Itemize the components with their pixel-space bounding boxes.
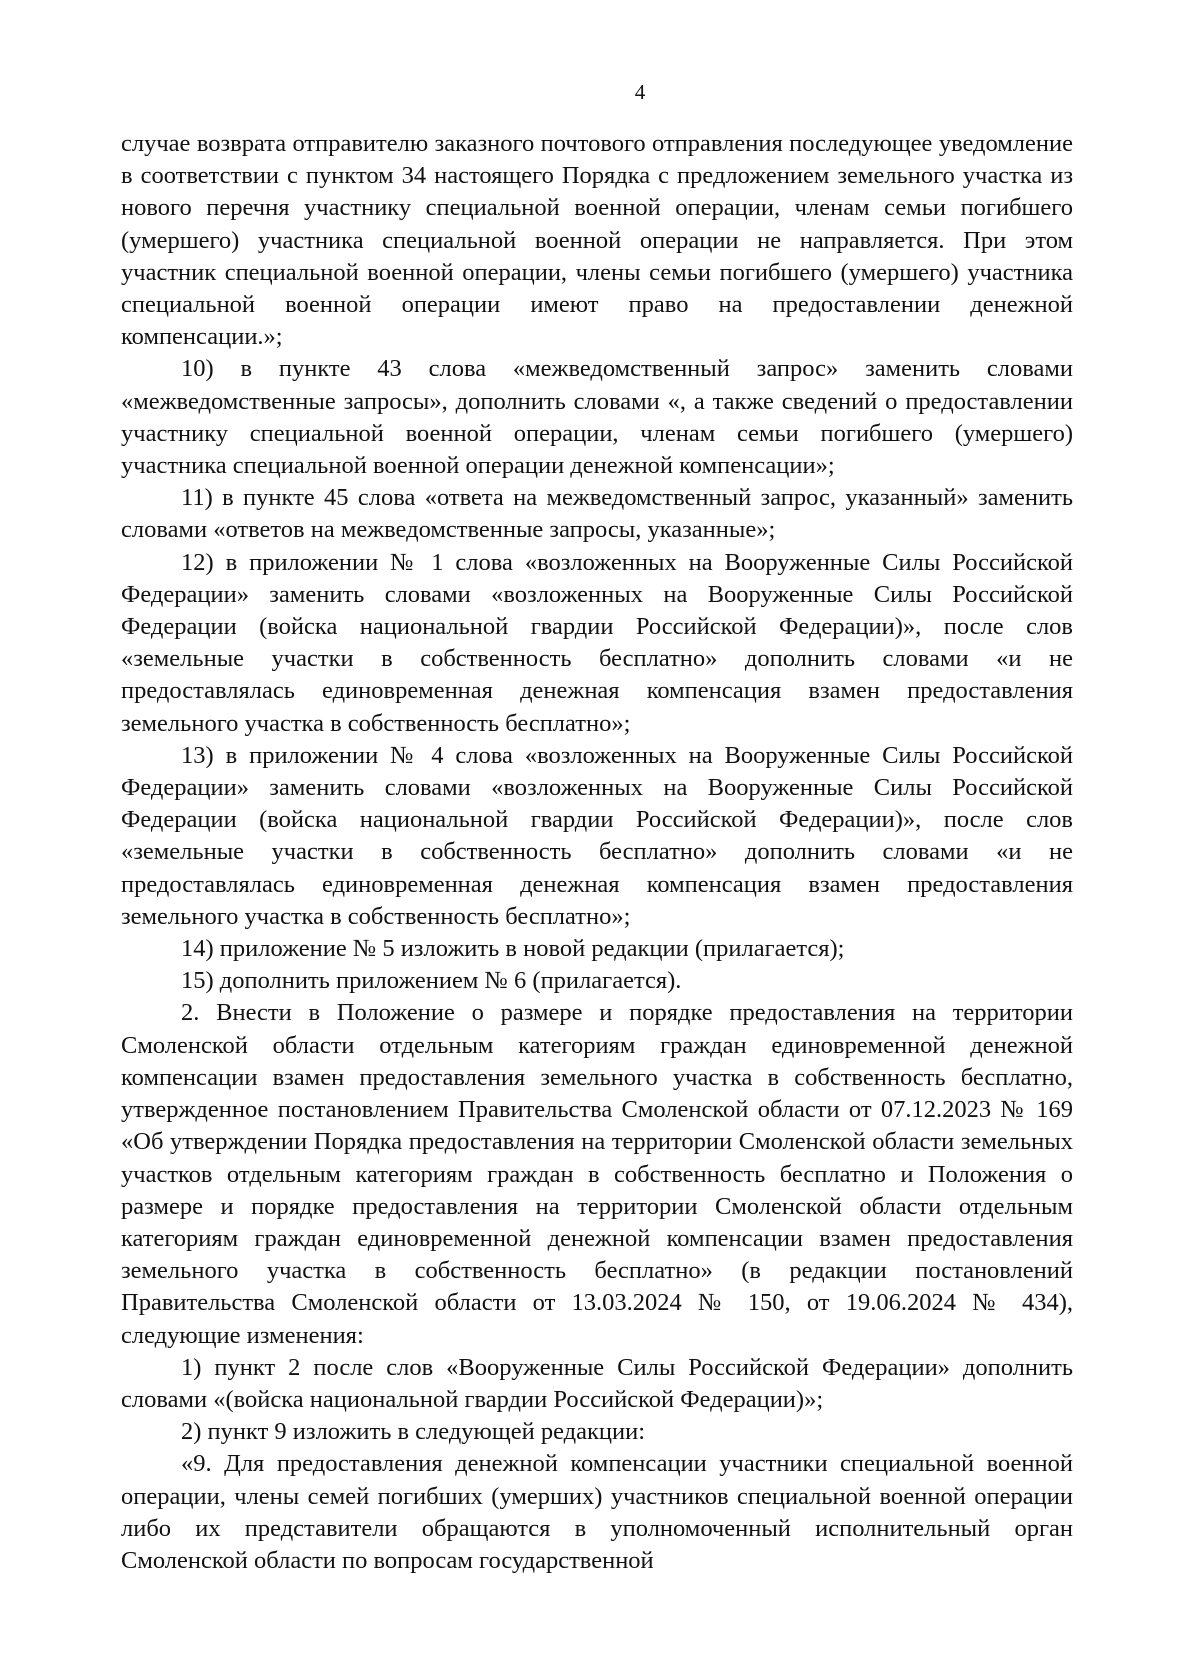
paragraph-quoted-item-9: «9. Для предоставления денежной компенсации участники специальной военной операции, члены семей погибших (умерших) участников специальной военной операции либо их представители обращаются в уполномоченный исполнительный орган Смоленской области по вопросам государственной (121, 1450, 1073, 1574)
paragraph-subitem-1: 1) пункт 2 после слов «Вооруженные Силы Российской Федерации» дополнить словами «(войска национальной гвардии Российской Федерации)»; (121, 1353, 1073, 1413)
paragraph-section-2: 2. Внести в Положение о размере и порядке предоставления на территории Смоленской области отдельным категориям граждан единовременной денежной компенсации взамен предоставления земельного участка в собственность бесплатно, утвержденное постановлением Правительства Смоленской области от 07.12.2023 № 169 «Об утверждении Порядка предоставления на территории Смоленской области земельных участков отдельным категориям граждан в собственность бесплатно и Положения о размере и порядке предоставления на территории Смоленской области отдельным категориям граждан единовременной денежной компенсации взамен предоставления земельного участка в собственность бесплатно» (в редакции постановлений Правительства Смоленской области от 13.03.2024 № 150, от 19.06.2024 № 434), следующие изменения: (121, 999, 1073, 1349)
paragraph-subitem-2: 2) пункт 9 изложить в следующей редакции: (181, 1418, 646, 1446)
paragraph-item-15: 15) дополнить приложением № 6 (прилагается). (181, 967, 682, 995)
document-body (121, 128, 1073, 1577)
paragraph-continuation: случае возврата отправителю заказного почтового отправления последующее уведомление в соответствии с пунктом 34 настоящего Порядка с предложением земельного участка из нового перечня участнику специальной военной операции, членам семьи погибшего (умершего) участника специальной военной операции не направляется. При этом участник специальной военной операции, члены семьи погибшего (умершего) участника специальной военной операции имеют право на предоставлении денежной компенсации.»; (121, 130, 1073, 351)
paragraph-item-14: 14) приложение № 5 изложить в новой редакции (прилагается); (181, 935, 845, 963)
page-number: 4 (634, 80, 646, 104)
paragraph-item-12: 12) в приложении № 1 слова «возложенных на Вооруженные Силы Российской Федерации» заменить словами «возложенных на Вооруженные Силы Российской Федерации (войска национальной гвардии Российской Федерации)», после слов «земельные участки в собственность бесплатно» дополнить словами «и не предоставлялась единовременная денежная компенсация взамен предоставления земельного участка в собственность бесплатно»; (121, 548, 1073, 737)
paragraph-item-11: 11) в пункте 45 слова «ответа на межведомственный запрос, указанный» заменить словами «ответов на межведомственные запросы, указанные»; (121, 484, 1073, 544)
paragraph-item-10: 10) в пункте 43 слова «межведомственный запрос» заменить словами «межведомственные запросы», дополнить словами «, а также сведений о предоставлении участнику специальной военной операции, членам семьи погибшего (умершего) участника специальной военной операции денежной компенсации»; (121, 355, 1073, 480)
paragraph-item-13: 13) в приложении № 4 слова «возложенных на Вооруженные Силы Российской Федерации» заменить словами «возложенных на Вооруженные Силы Российской Федерации (войска национальной гвардии Российской Федерации)», после слов «земельные участки в собственность бесплатно» дополнить словами «и не предоставлялась единовременная денежная компенсация взамен предоставления земельного участка в собственность бесплатно»; (121, 741, 1073, 930)
